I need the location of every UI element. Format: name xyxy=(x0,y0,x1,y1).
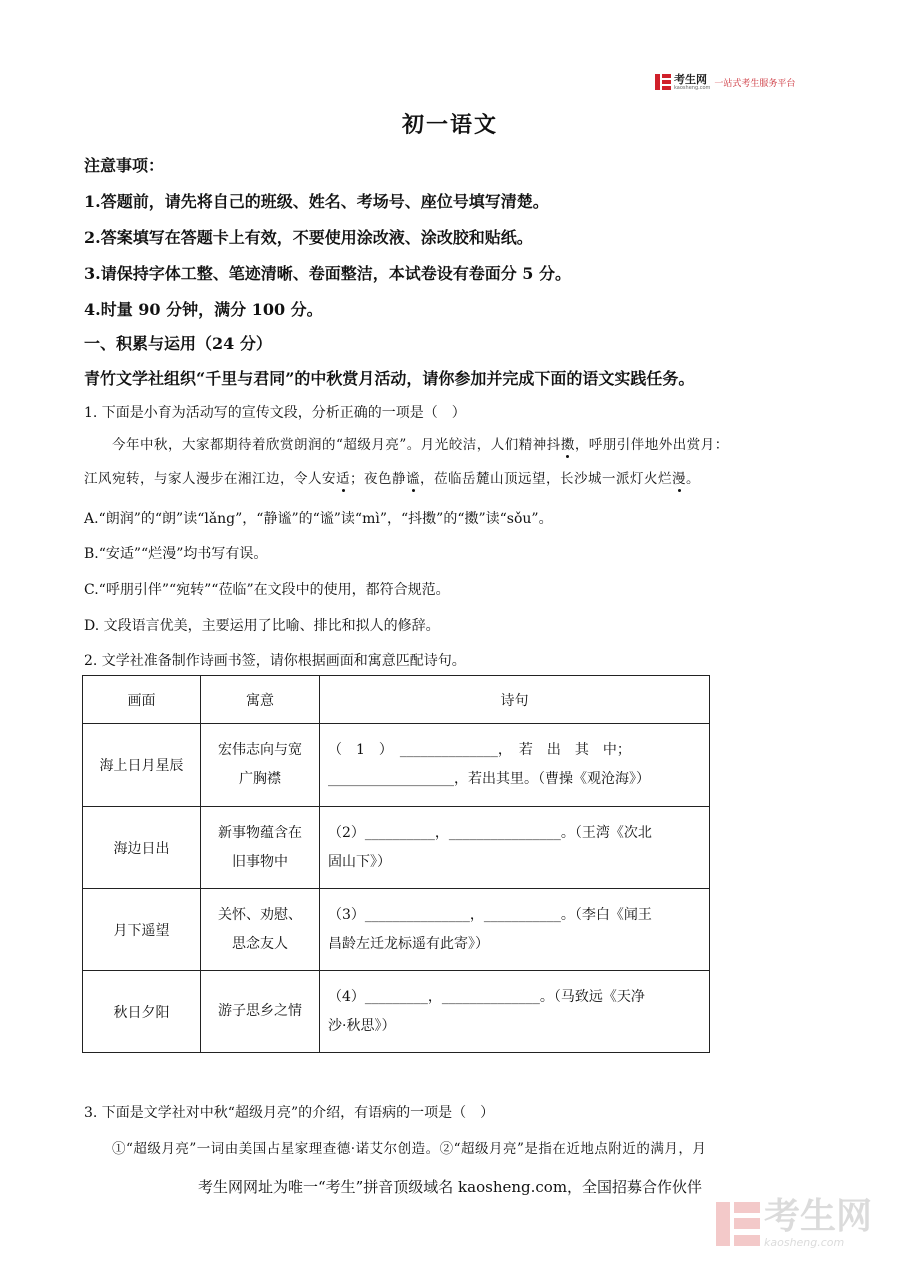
table-header-meaning: 寓意 xyxy=(201,676,320,724)
passage-text: ，莅临岳麓山顶远望，长沙城一派灯火烂 xyxy=(420,471,672,487)
poem-line: （4）_________，______________。（马致远《天净 xyxy=(328,988,645,1005)
passage-text: 今年中秋，大家都期待着欣赏朗润的“超级月亮”。月光皎洁，人们精神抖 xyxy=(112,437,561,453)
question-1-option-b: B.“安适”“烂漫”均书写有误。 xyxy=(84,546,268,562)
section-intro: 青竹文学社组织“千里与君同”的中秋赏月活动，请你参加并完成下面的语文实践任务。 xyxy=(84,369,695,388)
poem-line: 昌龄左迁龙标遥有此寄》） xyxy=(328,935,489,952)
notice-item-3: 3.请保持字体工整、笔迹清晰、卷面整洁，本试卷设有卷面分 5 分。 xyxy=(84,264,571,283)
page-title: 初一语文 xyxy=(401,112,498,138)
watermark-logo-icon xyxy=(716,1202,760,1246)
dotted-char: 漫 xyxy=(672,471,686,487)
passage-text: 江风宛转，与家人漫步在湘江边，令人安 xyxy=(84,471,336,487)
question-1-option-c: C.“呼朋引伴”“宛转”“莅临”在文段中的使用，都符合规范。 xyxy=(84,582,450,598)
poem-cell xyxy=(320,724,710,807)
brand-text xyxy=(674,74,710,91)
watermark xyxy=(716,1198,872,1249)
meaning-line: 旧事物中 xyxy=(232,853,288,870)
question-2-stem: 2. 文学社准备制作诗画书签，请你根据画面和寓意匹配诗句。 xyxy=(84,653,466,669)
watermark-text-block xyxy=(764,1198,872,1249)
dotted-char: 擞 xyxy=(560,437,575,453)
passage-text: ；夜色静 xyxy=(350,471,406,487)
kaosheng-logo-icon xyxy=(655,74,671,90)
question-1-passage-line-1 xyxy=(112,433,729,453)
notice-item-1: 1.答题前，请先将自己的班级、姓名、考场号、座位号填写清楚。 xyxy=(84,192,549,211)
table-row xyxy=(83,889,710,971)
poem-line: （ 1 ） ______________， 若 出 其 中； xyxy=(328,742,631,758)
question-3-passage-line-1: ①“超级月亮”一词由美国占星家理查德·诺艾尔创造。②“超级月亮”是指在近地点附近的满月，月 xyxy=(112,1141,707,1157)
watermark-domain: kaosheng.com xyxy=(764,1236,845,1249)
scene-cell: 月下遥望 xyxy=(83,889,201,971)
passage-text: 。 xyxy=(686,471,700,487)
passage-text: ，呼朋引伴地外出赏月： xyxy=(574,437,729,453)
meaning-cell xyxy=(201,807,320,889)
scene-cell: 秋日夕阳 xyxy=(83,971,201,1053)
poem-cell xyxy=(320,807,710,889)
meaning-line: 关怀、劝慰、 xyxy=(218,906,302,923)
meaning-line: 游子思乡之情 xyxy=(218,1003,302,1019)
meaning-line: 思念友人 xyxy=(232,935,288,952)
brand-name: 考生网 xyxy=(674,72,707,86)
meaning-cell xyxy=(201,889,320,971)
question-1-option-a: A.“朗润”的“朗”读“lǎng”，“静谧”的“谧”读“mì”，“抖擞”的“擞”读“sǒu”。 xyxy=(84,511,553,527)
scene-cell: 海上日月星辰 xyxy=(83,724,201,807)
dotted-char: 谧 xyxy=(406,471,420,487)
question-1-passage-line-2 xyxy=(84,467,700,487)
poem-line: __________________，若出其里。（曹操《观沧海》） xyxy=(328,771,650,787)
table-row xyxy=(83,971,710,1053)
section-heading: 一、积累与运用（24 分） xyxy=(84,334,272,353)
question-1-option-d: D. 文段语言优美，主要运用了比喻、排比和拟人的修辞。 xyxy=(84,618,440,634)
meaning-cell xyxy=(201,971,320,1053)
table-row xyxy=(83,724,710,807)
question-1-stem: 1. 下面是小育为活动写的宣传文段，分析正确的一项是（ ） xyxy=(84,405,466,421)
meaning-line: 新事物蕴含在 xyxy=(218,824,302,841)
table-header-row xyxy=(83,676,710,724)
brand-domain: kaosheng.com xyxy=(674,84,711,91)
notice-heading: 注意事项： xyxy=(84,156,165,175)
scene-cell: 海边日出 xyxy=(83,807,201,889)
brand-slogan: 一站式考生服务平台 xyxy=(714,78,796,89)
watermark-name: 考生网 xyxy=(764,1196,873,1237)
poem-table xyxy=(82,675,710,1053)
brand-header xyxy=(655,72,795,92)
table-row xyxy=(83,807,710,889)
poem-line: （2）__________，________________。（王湾《次北 xyxy=(328,824,652,841)
dotted-char: 适 xyxy=(336,471,350,487)
poem-cell xyxy=(320,889,710,971)
meaning-cell xyxy=(201,724,320,807)
notice-item-4: 4.时量 90 分钟，满分 100 分。 xyxy=(84,300,323,319)
notice-item-2: 2.答案填写在答题卡上有效，不要使用涂改液、涂改胶和贴纸。 xyxy=(84,228,533,247)
poem-cell xyxy=(320,971,710,1053)
poem-line: （3）_______________，___________。（李白《闻王 xyxy=(328,906,652,923)
question-3-stem: 3. 下面是文学社对中秋“超级月亮”的介绍，有语病的一项是（ ） xyxy=(84,1105,495,1121)
poem-line: 固山下》） xyxy=(328,853,391,870)
page-footer: 考生网网址为唯一“考生”拼音顶级域名 kaosheng.com，全国招募合作伙伴 xyxy=(197,1178,703,1196)
meaning-line: 宏伟志向与宽 xyxy=(218,742,302,758)
meaning-line: 广胸襟 xyxy=(239,771,281,787)
poem-line: 沙·秋思》） xyxy=(328,1017,396,1034)
table-header-poem: 诗句 xyxy=(320,676,710,724)
table-header-scene: 画面 xyxy=(83,676,201,724)
